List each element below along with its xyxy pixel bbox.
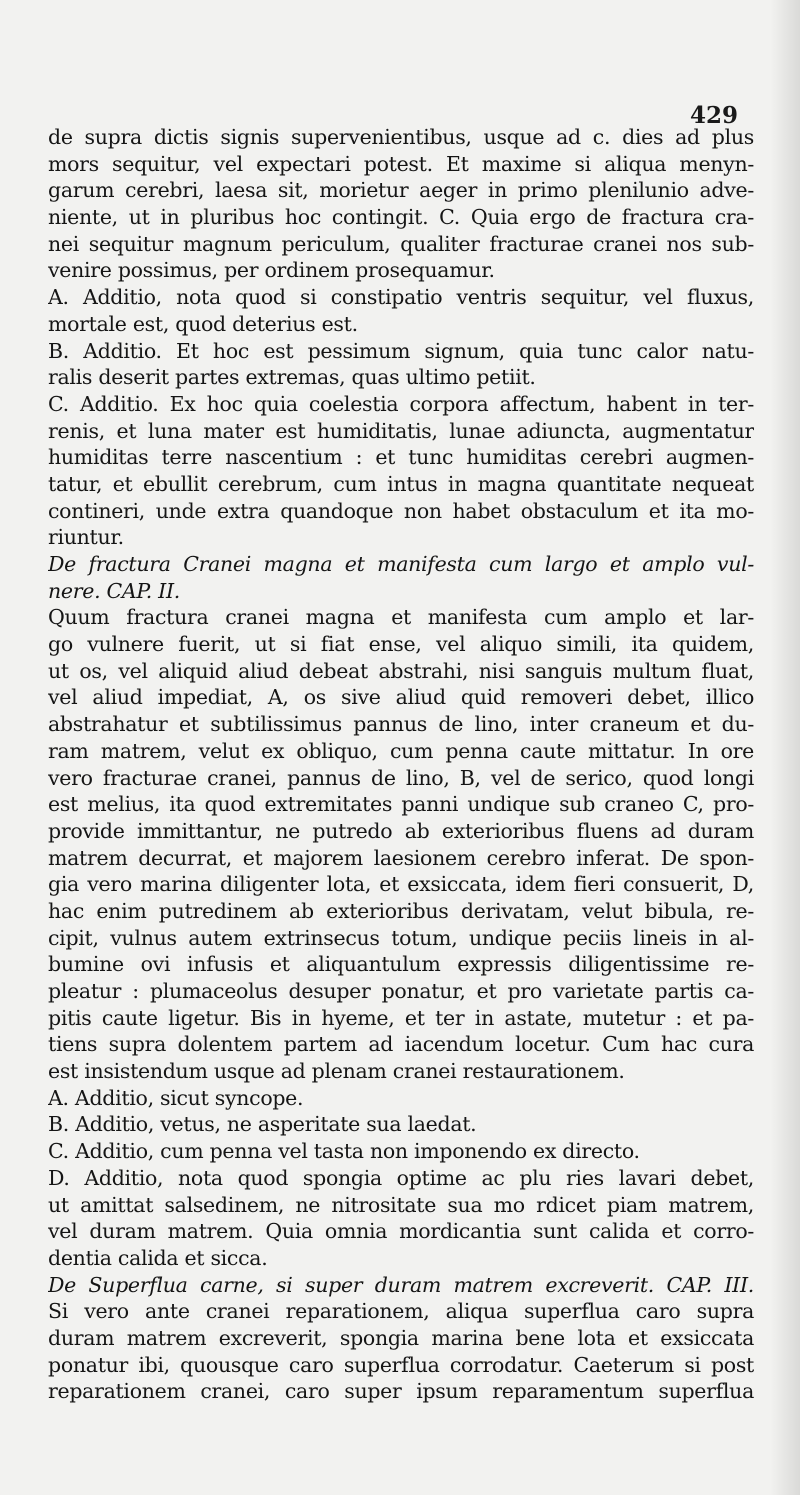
body-text [48, 124, 754, 1405]
text-line: ponatur ibi, quousque caro superflua corrodatur. Caeterum si post [48, 1352, 754, 1377]
chapter-heading-line: De fractura Cranei magna et manifesta cum largo et amplo vul- [48, 552, 754, 576]
text-line: renis, et luna mater est humiditatis, lunae adiuncta, augmentatur [48, 418, 754, 443]
text-line: mortale est, quod deterius est. [48, 311, 358, 336]
text-line: B. Additio, vetus, ne asperitate sua laedat. [48, 1112, 477, 1137]
text-line: pitis caute ligetur. Bis in hyeme, et ter in astate, mutetur : et pa- [48, 1005, 754, 1030]
text-line: venire possimus, per ordinem prosequamur. [48, 258, 495, 283]
text-line: nei sequitur magnum periculum, qualiter fracturae cranei nos sub- [48, 231, 754, 256]
text-line: ut amittat salsedinem, ne nitrositate sua mo rdicet piam matrem, [48, 1192, 754, 1217]
text-line: matrem decurrat, et majorem laesionem cerebro inferat. De spon- [48, 845, 754, 870]
text-line: ram matrem, velut ex obliquo, cum penna caute mittatur. In ore [48, 738, 754, 763]
text-line: C. Additio, cum penna vel tasta non imponendo ex directo. [48, 1139, 640, 1164]
text-line: vel duram matrem. Quia omnia mordicantia sunt calida et corro- [48, 1219, 754, 1244]
text-line: dentia calida et sicca. [48, 1245, 268, 1270]
text-line: duram matrem excreverit, spongia marina bene lota et exsiccata [48, 1325, 754, 1350]
text-line: est insistendum usque ad plenam cranei restaurationem. [48, 1059, 625, 1084]
text-line: est melius, ita quod extremitates panni undique sub craneo C, pro- [48, 792, 754, 817]
page-edge-shadow [770, 0, 800, 1495]
text-line: bumine ovi infusis et aliquantulum expressis diligentissime re- [48, 952, 754, 977]
text-line: de supra dictis signis supervenientibus, usque ad c. dies ad plus [48, 125, 754, 149]
text-line: abstrahatur et subtilissimus pannus de lino, inter craneum et du- [48, 712, 754, 737]
text-line: tatur, et ebullit cerebrum, cum intus in magna quantitate nequeat [48, 471, 754, 496]
text-line: A. Additio, sicut syncope. [48, 1085, 304, 1110]
text-line: garum cerebri, laesa sit, morietur aeger in primo plenilunio adve- [48, 178, 754, 203]
chapter-heading-line: De Superflua carne, si super duram matrem excreverit. CAP. III. [48, 1272, 754, 1297]
text-line: niente, ut in pluribus hoc contingit. C. Quia ergo de fractura cra- [48, 205, 754, 230]
text-line: mors sequitur, vel expectari potest. Et maxime si aliqua menyn- [48, 151, 754, 176]
chapter-heading-line: nere. CAP. II. [48, 578, 180, 603]
text-line: go vulnere fuerit, ut si fiat ense, vel aliquo simili, ita quidem, [48, 632, 754, 657]
page-number: 429 [690, 102, 739, 129]
text-line: provide immittantur, ne putredo ab exterioribus fluens ad duram [48, 818, 754, 843]
text-line: vel aliud impediat, A, os sive aliud quid removeri debet, illico [48, 685, 754, 710]
text-line: humiditas terre nascentium : et tunc humiditas cerebri augmen- [48, 445, 754, 470]
text-line: pleatur : plumaceolus desuper ponatur, et pro varietate partis ca- [48, 979, 754, 1003]
text-line: B. Additio. Et hoc est pessimum signum, quia tunc calor natu- [48, 338, 754, 363]
text-line: C. Additio. Ex hoc quia coelestia corpora affectum, habent in ter- [48, 391, 754, 416]
text-line: gia vero marina diligenter lota, et exsiccata, idem fieri consuerit, D, [48, 872, 754, 897]
text-line: ut os, vel aliquid aliud debeat abstrahi, nisi sanguis multum fluat, [48, 658, 754, 683]
text-line: reparationem cranei, caro super ipsum reparamentum superflua [48, 1379, 754, 1404]
text-line: hac enim putredinem ab exterioribus derivatam, velut bibula, re- [48, 898, 754, 923]
text-line: tiens supra dolentem partem ad iacendum locetur. Cum hac cura [48, 1032, 754, 1057]
text-line: D. Additio, nota quod spongia optime ac plu ries lavari debet, [48, 1165, 754, 1190]
text-line: Quum fractura cranei magna et manifesta cum amplo et lar- [48, 605, 754, 630]
text-line: A. Additio, nota quod si constipatio ventris sequitur, vel fluxus, [48, 285, 754, 310]
text-line: ralis deserit partes extremas, quas ultimo petiit. [48, 365, 536, 390]
text-line: cipit, vulnus autem extrinsecus totum, undique peciis lineis in al- [48, 925, 754, 950]
text-line: Si vero ante cranei reparationem, aliqua superflua caro supra [48, 1299, 754, 1324]
text-line: contineri, unde extra quandoque non habet obstaculum et ita mo- [48, 498, 754, 523]
text-line: riuntur. [48, 525, 124, 550]
text-line: vero fracturae cranei, pannus de lino, B, vel de serico, quod longi [48, 765, 754, 790]
